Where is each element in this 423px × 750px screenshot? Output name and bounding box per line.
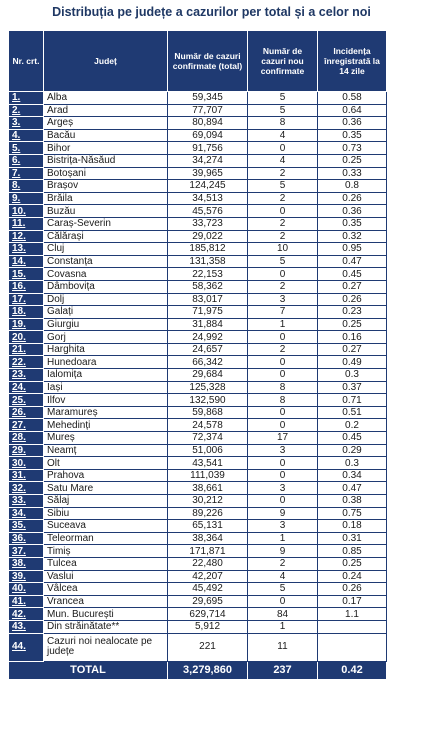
row-number: 11. xyxy=(9,217,44,230)
incidence-14-days: 0.2 xyxy=(318,419,387,432)
table-row xyxy=(9,507,387,520)
row-number: 21. xyxy=(9,343,44,356)
new-cases: 0 xyxy=(248,469,318,482)
incidence-14-days: 0.47 xyxy=(318,482,387,495)
row-number: 44. xyxy=(9,633,44,661)
total-cases: 89,226 xyxy=(168,507,248,520)
total-cases: 59,345 xyxy=(168,92,248,105)
incidence-14-days: 0.17 xyxy=(318,595,387,608)
total-cases: 131,358 xyxy=(168,255,248,268)
total-cases: 34,274 xyxy=(168,154,248,167)
incidence-14-days: 1.1 xyxy=(318,608,387,621)
table-row xyxy=(9,633,387,661)
total-cases: 29,684 xyxy=(168,369,248,382)
county-name: Arad xyxy=(44,104,168,117)
county-name: Cluj xyxy=(44,243,168,256)
new-cases: 8 xyxy=(248,381,318,394)
total-cases: 171,871 xyxy=(168,545,248,558)
total-cases: 66,342 xyxy=(168,356,248,369)
new-cases: 5 xyxy=(248,180,318,193)
header-judet: Județ xyxy=(44,31,168,92)
new-cases: 2 xyxy=(248,230,318,243)
county-name: Mun. București xyxy=(44,608,168,621)
county-name: Teleorman xyxy=(44,532,168,545)
new-cases: 0 xyxy=(248,142,318,155)
row-number: 1. xyxy=(9,92,44,105)
row-number: 31. xyxy=(9,469,44,482)
new-cases: 0 xyxy=(248,419,318,432)
row-number: 8. xyxy=(9,180,44,193)
row-number: 17. xyxy=(9,293,44,306)
new-cases: 3 xyxy=(248,520,318,533)
incidence-14-days: 0.35 xyxy=(318,129,387,142)
new-cases: 5 xyxy=(248,255,318,268)
incidence-14-days: 0.8 xyxy=(318,180,387,193)
table-row xyxy=(9,129,387,142)
new-cases: 0 xyxy=(248,495,318,508)
table-row xyxy=(9,557,387,570)
incidence-14-days: 0.38 xyxy=(318,495,387,508)
new-cases: 2 xyxy=(248,217,318,230)
row-number: 20. xyxy=(9,331,44,344)
row-number: 23. xyxy=(9,369,44,382)
table-row xyxy=(9,280,387,293)
total-cases: 22,153 xyxy=(168,268,248,281)
table-row xyxy=(9,293,387,306)
total-cases: 29,022 xyxy=(168,230,248,243)
county-name: Din străinătate** xyxy=(44,620,168,633)
county-name: Cazuri noi nealocate pe județe xyxy=(44,633,168,661)
table-row xyxy=(9,520,387,533)
row-number: 14. xyxy=(9,255,44,268)
incidence-14-days: 0.34 xyxy=(318,469,387,482)
table-row xyxy=(9,230,387,243)
row-number: 5. xyxy=(9,142,44,155)
new-cases: 5 xyxy=(248,104,318,117)
total-new-cases: 237 xyxy=(248,661,318,679)
row-number: 37. xyxy=(9,545,44,558)
county-name: Vrancea xyxy=(44,595,168,608)
table-row xyxy=(9,167,387,180)
total-cases: 58,362 xyxy=(168,280,248,293)
row-number: 10. xyxy=(9,205,44,218)
county-name: Sibiu xyxy=(44,507,168,520)
county-name: Maramureș xyxy=(44,406,168,419)
table-row xyxy=(9,205,387,218)
incidence-14-days: 0.27 xyxy=(318,280,387,293)
row-number: 16. xyxy=(9,280,44,293)
county-name: Sălaj xyxy=(44,495,168,508)
row-number: 9. xyxy=(9,192,44,205)
total-cases: 629,714 xyxy=(168,608,248,621)
total-cases: 80,894 xyxy=(168,117,248,130)
table-row xyxy=(9,469,387,482)
total-incidence: 0.42 xyxy=(318,661,387,679)
total-cases: 39,965 xyxy=(168,167,248,180)
table-row xyxy=(9,369,387,382)
new-cases: 17 xyxy=(248,432,318,445)
row-number: 18. xyxy=(9,306,44,319)
incidence-14-days: 0.47 xyxy=(318,255,387,268)
incidence-14-days: 0.45 xyxy=(318,268,387,281)
county-name: Bacău xyxy=(44,129,168,142)
incidence-14-days: 0.3 xyxy=(318,457,387,470)
incidence-14-days: 0.27 xyxy=(318,343,387,356)
row-number: 41. xyxy=(9,595,44,608)
incidence-14-days: 0.37 xyxy=(318,381,387,394)
county-name: Mehedinți xyxy=(44,419,168,432)
incidence-14-days: 0.26 xyxy=(318,583,387,596)
new-cases: 9 xyxy=(248,545,318,558)
total-cases: 72,374 xyxy=(168,432,248,445)
county-name: Mureș xyxy=(44,432,168,445)
row-number: 34. xyxy=(9,507,44,520)
header-total: Număr de cazuri confirmate (total) xyxy=(168,31,248,92)
header-nr: Nr. crt. xyxy=(9,31,44,92)
incidence-14-days: 0.51 xyxy=(318,406,387,419)
total-cases: 45,576 xyxy=(168,205,248,218)
table-total-row xyxy=(9,661,387,679)
row-number: 42. xyxy=(9,608,44,621)
row-number: 13. xyxy=(9,243,44,256)
county-name: Dolj xyxy=(44,293,168,306)
county-name: Brăila xyxy=(44,192,168,205)
row-number: 38. xyxy=(9,557,44,570)
new-cases: 7 xyxy=(248,306,318,319)
row-number: 2. xyxy=(9,104,44,117)
new-cases: 2 xyxy=(248,280,318,293)
incidence-14-days: 0.18 xyxy=(318,520,387,533)
row-number: 3. xyxy=(9,117,44,130)
total-cases: 124,245 xyxy=(168,180,248,193)
incidence-14-days: 0.73 xyxy=(318,142,387,155)
total-cases: 45,492 xyxy=(168,583,248,596)
total-cases: 132,590 xyxy=(168,394,248,407)
incidence-14-days: 0.36 xyxy=(318,205,387,218)
row-number: 27. xyxy=(9,419,44,432)
county-name: Botoșani xyxy=(44,167,168,180)
table-row xyxy=(9,419,387,432)
incidence-14-days: 0.95 xyxy=(318,243,387,256)
table-row xyxy=(9,243,387,256)
total-cases: 24,578 xyxy=(168,419,248,432)
new-cases: 84 xyxy=(248,608,318,621)
incidence-14-days: 0.16 xyxy=(318,331,387,344)
table-row xyxy=(9,595,387,608)
row-number: 24. xyxy=(9,381,44,394)
incidence-14-days: 0.58 xyxy=(318,92,387,105)
row-number: 28. xyxy=(9,432,44,445)
new-cases: 8 xyxy=(248,394,318,407)
incidence-14-days: 0.3 xyxy=(318,369,387,382)
incidence-14-days: 0.25 xyxy=(318,557,387,570)
row-number: 29. xyxy=(9,444,44,457)
incidence-14-days: 0.31 xyxy=(318,532,387,545)
new-cases: 0 xyxy=(248,595,318,608)
row-number: 40. xyxy=(9,583,44,596)
incidence-14-days: 0.35 xyxy=(318,217,387,230)
county-name: Covasna xyxy=(44,268,168,281)
table-row xyxy=(9,482,387,495)
incidence-14-days: 0.26 xyxy=(318,192,387,205)
total-label: TOTAL xyxy=(9,661,168,679)
incidence-14-days: 0.29 xyxy=(318,444,387,457)
row-number: 6. xyxy=(9,154,44,167)
new-cases: 5 xyxy=(248,583,318,596)
row-number: 19. xyxy=(9,318,44,331)
total-cases: 34,513 xyxy=(168,192,248,205)
county-name: Alba xyxy=(44,92,168,105)
county-name: Galați xyxy=(44,306,168,319)
incidence-14-days: 0.85 xyxy=(318,545,387,558)
total-cases: 185,812 xyxy=(168,243,248,256)
total-cases: 42,207 xyxy=(168,570,248,583)
table-row xyxy=(9,192,387,205)
new-cases: 2 xyxy=(248,167,318,180)
table-row xyxy=(9,381,387,394)
total-cases: 91,756 xyxy=(168,142,248,155)
total-cases: 38,364 xyxy=(168,532,248,545)
table-row xyxy=(9,532,387,545)
total-cases: 83,017 xyxy=(168,293,248,306)
row-number: 36. xyxy=(9,532,44,545)
county-name: Iași xyxy=(44,381,168,394)
county-name: Argeș xyxy=(44,117,168,130)
new-cases: 0 xyxy=(248,457,318,470)
incidence-14-days: 0.25 xyxy=(318,154,387,167)
total-cases: 31,884 xyxy=(168,318,248,331)
page-title: Distribuția pe județe a cazurilor per total și a celor noi xyxy=(52,5,371,19)
total-cases: 69,094 xyxy=(168,129,248,142)
incidence-14-days: 0.26 xyxy=(318,293,387,306)
total-cases: 33,723 xyxy=(168,217,248,230)
new-cases: 3 xyxy=(248,293,318,306)
county-name: Suceava xyxy=(44,520,168,533)
new-cases: 9 xyxy=(248,507,318,520)
new-cases: 2 xyxy=(248,192,318,205)
table-row xyxy=(9,620,387,633)
incidence-14-days xyxy=(318,620,387,633)
new-cases: 0 xyxy=(248,331,318,344)
row-number: 35. xyxy=(9,520,44,533)
county-name: Neamț xyxy=(44,444,168,457)
cases-by-county-table xyxy=(8,30,387,680)
header-noi: Număr de cazuri nou confirmate xyxy=(248,31,318,92)
county-name: Călărași xyxy=(44,230,168,243)
table-row xyxy=(9,306,387,319)
table-row xyxy=(9,495,387,508)
new-cases: 0 xyxy=(248,268,318,281)
total-cases: 5,912 xyxy=(168,620,248,633)
total-cases: 38,661 xyxy=(168,482,248,495)
county-name: Vâlcea xyxy=(44,583,168,596)
county-name: Caraș-Severin xyxy=(44,217,168,230)
total-cases: 71,975 xyxy=(168,306,248,319)
table-row xyxy=(9,180,387,193)
table-row xyxy=(9,117,387,130)
new-cases: 3 xyxy=(248,482,318,495)
total-cases: 29,695 xyxy=(168,595,248,608)
new-cases: 10 xyxy=(248,243,318,256)
table-header-row xyxy=(9,31,387,92)
total-cases: 111,039 xyxy=(168,469,248,482)
row-number: 32. xyxy=(9,482,44,495)
row-number: 15. xyxy=(9,268,44,281)
table-row xyxy=(9,608,387,621)
table-row xyxy=(9,356,387,369)
county-name: Buzău xyxy=(44,205,168,218)
table-row xyxy=(9,154,387,167)
incidence-14-days: 0.32 xyxy=(318,230,387,243)
new-cases: 1 xyxy=(248,620,318,633)
table-row xyxy=(9,406,387,419)
table-row xyxy=(9,432,387,445)
total-cases: 77,707 xyxy=(168,104,248,117)
new-cases: 5 xyxy=(248,92,318,105)
row-number: 7. xyxy=(9,167,44,180)
county-name: Bihor xyxy=(44,142,168,155)
incidence-14-days: 0.24 xyxy=(318,570,387,583)
new-cases: 11 xyxy=(248,633,318,661)
county-name: Constanța xyxy=(44,255,168,268)
county-name: Tulcea xyxy=(44,557,168,570)
table-row xyxy=(9,545,387,558)
row-number: 39. xyxy=(9,570,44,583)
county-name: Harghita xyxy=(44,343,168,356)
table-row xyxy=(9,92,387,105)
incidence-14-days: 0.71 xyxy=(318,394,387,407)
total-cases: 221 xyxy=(168,633,248,661)
county-name: Dâmbovița xyxy=(44,280,168,293)
incidence-14-days: 0.75 xyxy=(318,507,387,520)
total-cases: 125,328 xyxy=(168,381,248,394)
header-incidenta: Incidența înregistrată la 14 zile xyxy=(318,31,387,92)
row-number: 4. xyxy=(9,129,44,142)
incidence-14-days: 0.33 xyxy=(318,167,387,180)
new-cases: 0 xyxy=(248,406,318,419)
county-name: Brașov xyxy=(44,180,168,193)
county-name: Ialomița xyxy=(44,369,168,382)
incidence-14-days: 0.45 xyxy=(318,432,387,445)
new-cases: 4 xyxy=(248,154,318,167)
new-cases: 0 xyxy=(248,356,318,369)
incidence-14-days: 0.25 xyxy=(318,318,387,331)
table-row xyxy=(9,268,387,281)
total-cases: 24,992 xyxy=(168,331,248,344)
incidence-14-days: 0.49 xyxy=(318,356,387,369)
table-row xyxy=(9,343,387,356)
total-cases: 30,212 xyxy=(168,495,248,508)
county-name: Satu Mare xyxy=(44,482,168,495)
new-cases: 1 xyxy=(248,318,318,331)
total-cases: 24,657 xyxy=(168,343,248,356)
new-cases: 8 xyxy=(248,117,318,130)
table-row xyxy=(9,457,387,470)
row-number: 12. xyxy=(9,230,44,243)
county-name: Hunedoara xyxy=(44,356,168,369)
county-name: Prahova xyxy=(44,469,168,482)
total-cases: 3,279,860 xyxy=(168,661,248,679)
county-name: Giurgiu xyxy=(44,318,168,331)
incidence-14-days: 0.36 xyxy=(318,117,387,130)
table-body xyxy=(9,92,387,662)
new-cases: 1 xyxy=(248,532,318,545)
county-name: Timiș xyxy=(44,545,168,558)
incidence-14-days xyxy=(318,633,387,661)
row-number: 25. xyxy=(9,394,44,407)
table-row xyxy=(9,318,387,331)
total-cases: 22,480 xyxy=(168,557,248,570)
row-number: 33. xyxy=(9,495,44,508)
county-name: Ilfov xyxy=(44,394,168,407)
new-cases: 0 xyxy=(248,205,318,218)
table-row xyxy=(9,217,387,230)
table-row xyxy=(9,104,387,117)
new-cases: 3 xyxy=(248,444,318,457)
new-cases: 4 xyxy=(248,129,318,142)
total-cases: 65,131 xyxy=(168,520,248,533)
incidence-14-days: 0.64 xyxy=(318,104,387,117)
county-name: Bistrița-Năsăud xyxy=(44,154,168,167)
table-row xyxy=(9,142,387,155)
incidence-14-days: 0.23 xyxy=(318,306,387,319)
county-name: Vaslui xyxy=(44,570,168,583)
total-cases: 51,006 xyxy=(168,444,248,457)
county-name: Gorj xyxy=(44,331,168,344)
table-row xyxy=(9,570,387,583)
table-row xyxy=(9,255,387,268)
total-cases: 43,541 xyxy=(168,457,248,470)
total-cases: 59,868 xyxy=(168,406,248,419)
new-cases: 2 xyxy=(248,557,318,570)
row-number: 22. xyxy=(9,356,44,369)
new-cases: 2 xyxy=(248,343,318,356)
county-name: Olt xyxy=(44,457,168,470)
new-cases: 0 xyxy=(248,369,318,382)
table-row xyxy=(9,331,387,344)
row-number: 43. xyxy=(9,620,44,633)
table-row xyxy=(9,444,387,457)
table-row xyxy=(9,394,387,407)
row-number: 26. xyxy=(9,406,44,419)
row-number: 30. xyxy=(9,457,44,470)
table-row xyxy=(9,583,387,596)
new-cases: 4 xyxy=(248,570,318,583)
